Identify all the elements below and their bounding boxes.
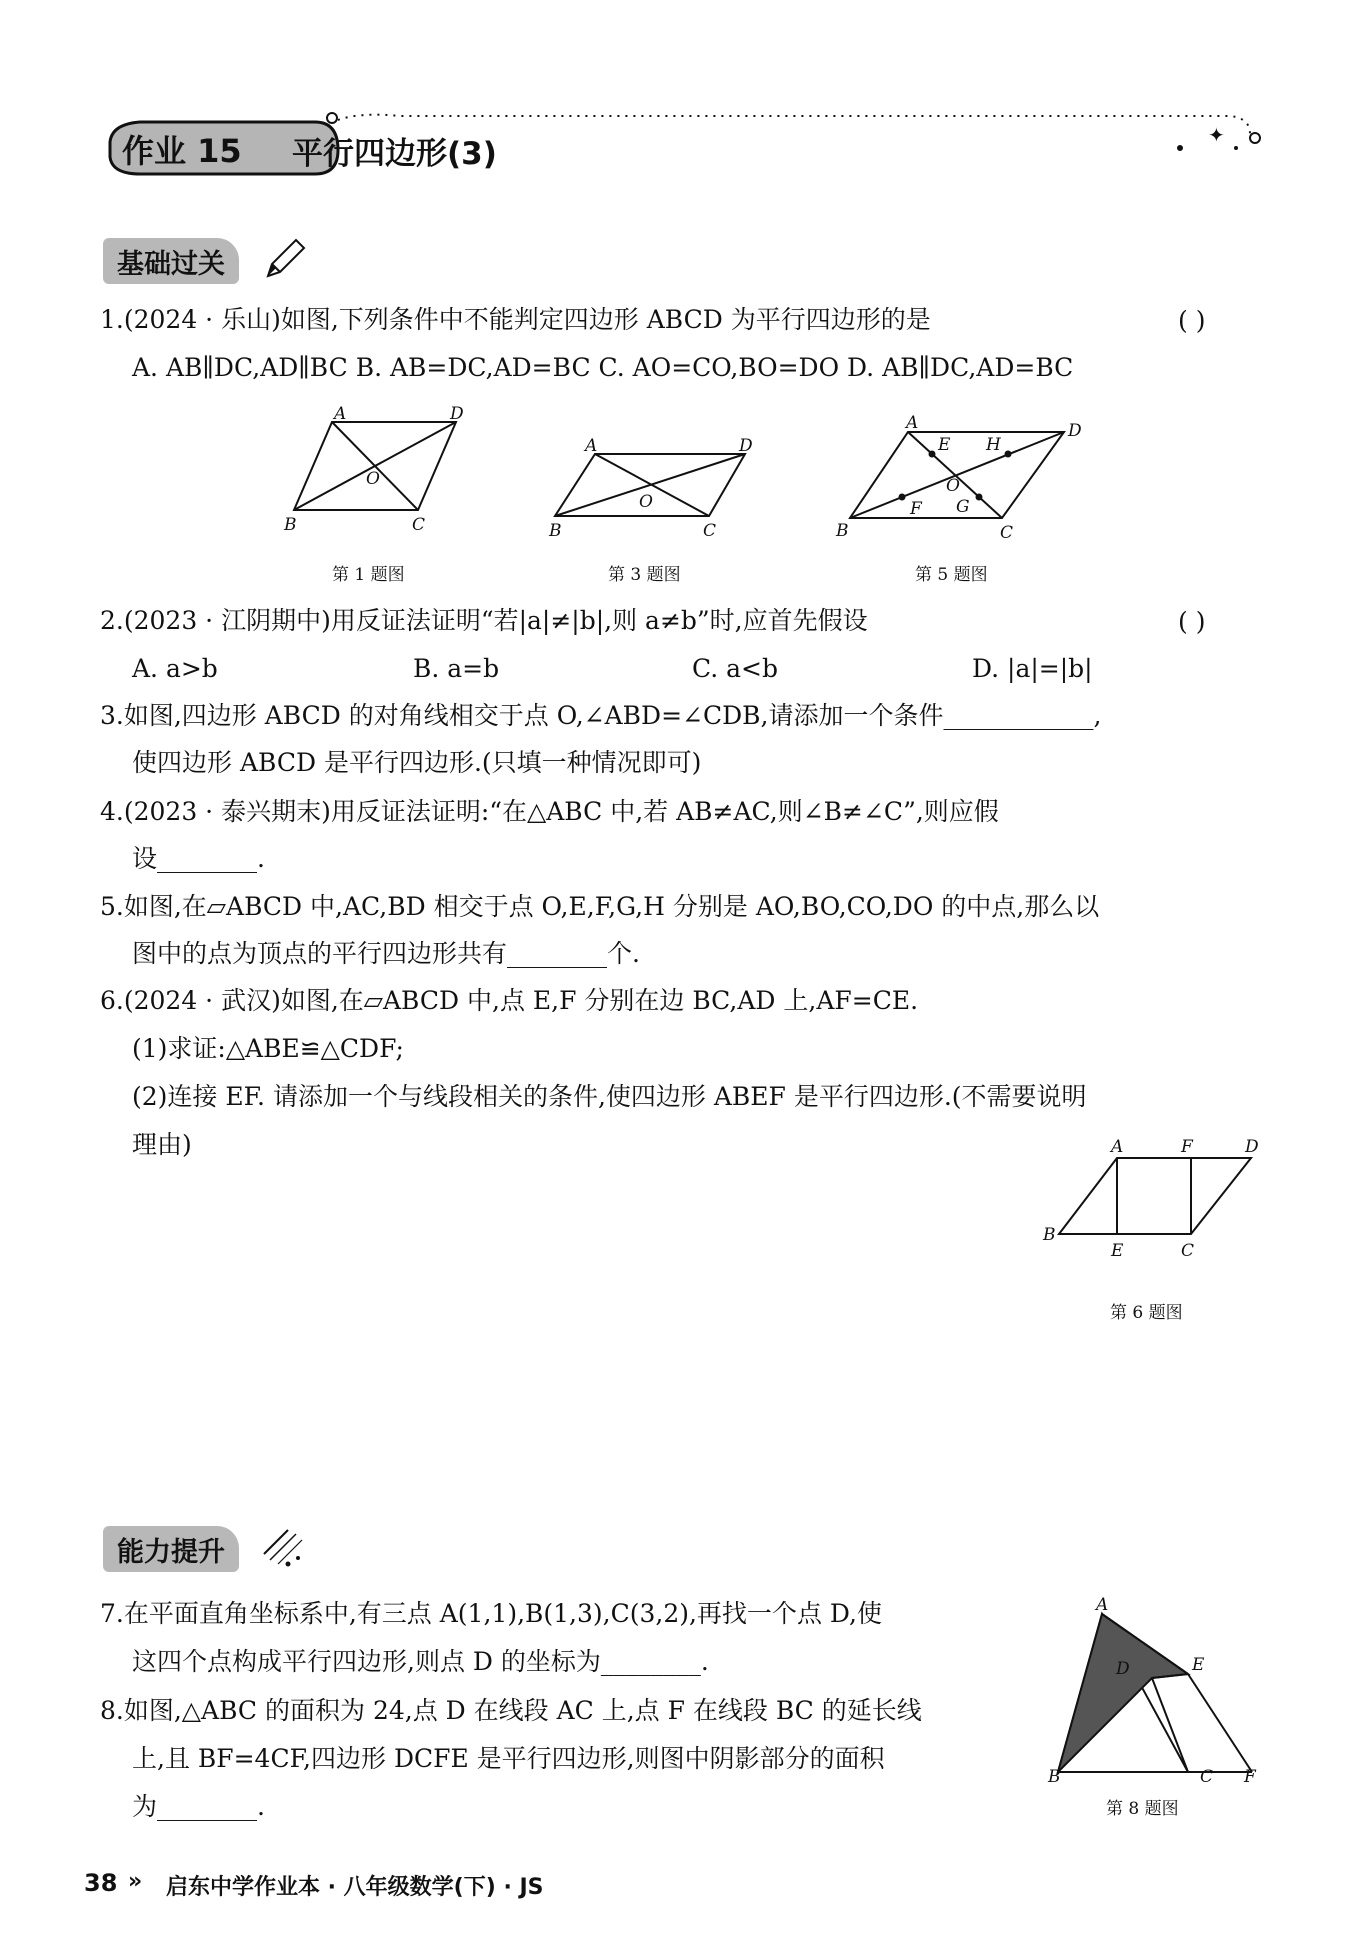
fig1-label-o: O: [366, 469, 380, 489]
figure-3-diagram: [545, 434, 765, 544]
section-basic-tag: [103, 238, 239, 284]
fig3-label-a: A: [585, 436, 598, 456]
chevron-right-icon: »: [128, 1869, 143, 1894]
fig5-label-o: O: [946, 476, 960, 496]
fig3-label-o: O: [639, 492, 653, 512]
fig1-label-c: C: [412, 515, 426, 535]
fig3-label-d: D: [739, 436, 753, 456]
sparkle-icon: [258, 1524, 308, 1574]
fig1-label-a: A: [334, 404, 347, 424]
figure-6-caption: 第 6 题图: [1110, 1303, 1183, 1323]
header: [100, 112, 1270, 182]
fig8-label-c: C: [1200, 1767, 1214, 1786]
question-2-option-b: B. a=b: [413, 654, 500, 683]
fig5-label-a: A: [906, 413, 919, 433]
figure-8-caption: 第 8 题图: [1106, 1799, 1179, 1819]
fig5-label-d: D: [1068, 421, 1082, 441]
fig8-label-b: B: [1048, 1767, 1061, 1786]
fig3-label-b: B: [549, 521, 562, 541]
fig8-label-d: D: [1116, 1659, 1130, 1679]
fig6-label-a: A: [1111, 1137, 1124, 1157]
fig8-label-e: E: [1192, 1655, 1205, 1675]
question-5-line-2: 图中的点为顶点的平行四边形共有________个.: [132, 939, 640, 968]
footer-text: 启东中学作业本 · 八年级数学(下) · JS: [166, 1875, 544, 1900]
figure-5-caption: 第 5 题图: [915, 565, 988, 585]
fig5-label-h: H: [986, 435, 1001, 455]
fig6-label-e: E: [1111, 1241, 1124, 1260]
question-8-line-3: 为________.: [132, 1792, 265, 1821]
fig5-label-b: B: [836, 521, 849, 541]
question-2-option-a: A. a>b: [132, 654, 218, 683]
question-1-options: A. AB∥DC,AD∥BC B. AB=DC,AD=BC C. AO=CO,BO=DO D. AB∥DC,AD=BC: [132, 353, 1074, 382]
section-basic-label: 基础过关: [117, 248, 225, 280]
fig3-label-c: C: [703, 521, 717, 541]
figure-1-diagram: [280, 404, 480, 544]
fig6-label-c: C: [1181, 1241, 1195, 1260]
question-1-text: 1.(2024 · 乐山)如图,下列条件中不能判定四边形 ABCD 为平行四边形的是: [100, 305, 931, 334]
question-4-line-2: 设________.: [132, 844, 265, 873]
fig1-label-d: D: [450, 404, 464, 424]
figure-1-caption: 第 1 题图: [332, 565, 405, 585]
figure-5-diagram: [828, 408, 1088, 548]
fig5-label-g: G: [956, 497, 970, 517]
page-title: 平行四边形(3): [292, 136, 497, 172]
page-number: 38: [84, 1869, 118, 1897]
section-advanced-tag: [103, 1526, 239, 1572]
question-3-line-1: 3.如图,四边形 ABCD 的对角线相交于点 O,∠ABD=∠CDB,请添加一个条件____________,: [100, 701, 1102, 730]
fig5-label-f: F: [910, 499, 922, 519]
question-6-line-3: (2)连接 EF. 请添加一个与线段相关的条件,使四边形 ABEF 是平行四边形.(不需要说明: [132, 1082, 1087, 1111]
section-advanced-label: 能力提升: [117, 1536, 225, 1568]
fig5-label-c: C: [1000, 523, 1014, 543]
fig1-label-b: B: [284, 515, 297, 535]
figure-3-caption: 第 3 题图: [608, 565, 681, 585]
question-3-line-2: 使四边形 ABCD 是平行四边形.(只填一种情况即可): [132, 748, 702, 777]
fig5-label-e: E: [938, 435, 951, 455]
header-decoration: [100, 112, 1270, 182]
question-1-answer-paren: ( ): [1178, 306, 1206, 335]
question-6-line-1: 6.(2024 · 武汉)如图,在▱ABCD 中,点 E,F 分别在边 BC,AD 上,AF=CE.: [100, 986, 919, 1015]
fig8-label-a: A: [1096, 1596, 1109, 1615]
question-6-line-2: (1)求证:△ABE≌△CDF;: [132, 1034, 404, 1063]
fig6-label-b: B: [1043, 1225, 1056, 1245]
question-2-text: 2.(2023 · 江阴期中)用反证法证明“若|a|≠|b|,则 a≠b”时,应首先假设: [100, 606, 868, 635]
assignment-badge: 作业 15: [122, 132, 242, 170]
question-2-option-c: C. a<b: [692, 654, 778, 683]
fig6-label-d: D: [1245, 1137, 1259, 1157]
question-6-line-4: 理由): [132, 1130, 192, 1159]
question-8-line-1: 8.如图,△ABC 的面积为 24,点 D 在线段 AC 上,点 F 在线段 BC 的延长线: [100, 1696, 922, 1725]
pencil-icon: [262, 236, 306, 282]
figure-6-diagram: [1035, 1130, 1265, 1260]
figure-8-diagram: [1040, 1596, 1270, 1786]
fig8-label-f: F: [1244, 1767, 1256, 1786]
svg-text:✦: ✦: [1208, 123, 1225, 147]
question-2-answer-paren: ( ): [1178, 607, 1206, 636]
fig6-label-f: F: [1181, 1137, 1193, 1157]
question-2-option-d: D. |a|=|b|: [972, 654, 1093, 683]
question-7-line-1: 7.在平面直角坐标系中,有三点 A(1,1),B(1,3),C(3,2),再找一个点 D,使: [100, 1599, 882, 1628]
question-8-line-2: 上,且 BF=4CF,四边形 DCFE 是平行四边形,则图中阴影部分的面积: [132, 1744, 885, 1773]
question-7-line-2: 这四个点构成平行四边形,则点 D 的坐标为________.: [132, 1647, 709, 1676]
question-4-line-1: 4.(2023 · 泰兴期末)用反证法证明:“在△ABC 中,若 AB≠AC,则∠B≠∠C”,则应假: [100, 797, 999, 826]
question-5-line-1: 5.如图,在▱ABCD 中,AC,BD 相交于点 O,E,F,G,H 分别是 AO,BO,CO,DO 的中点,那么以: [100, 892, 1100, 921]
